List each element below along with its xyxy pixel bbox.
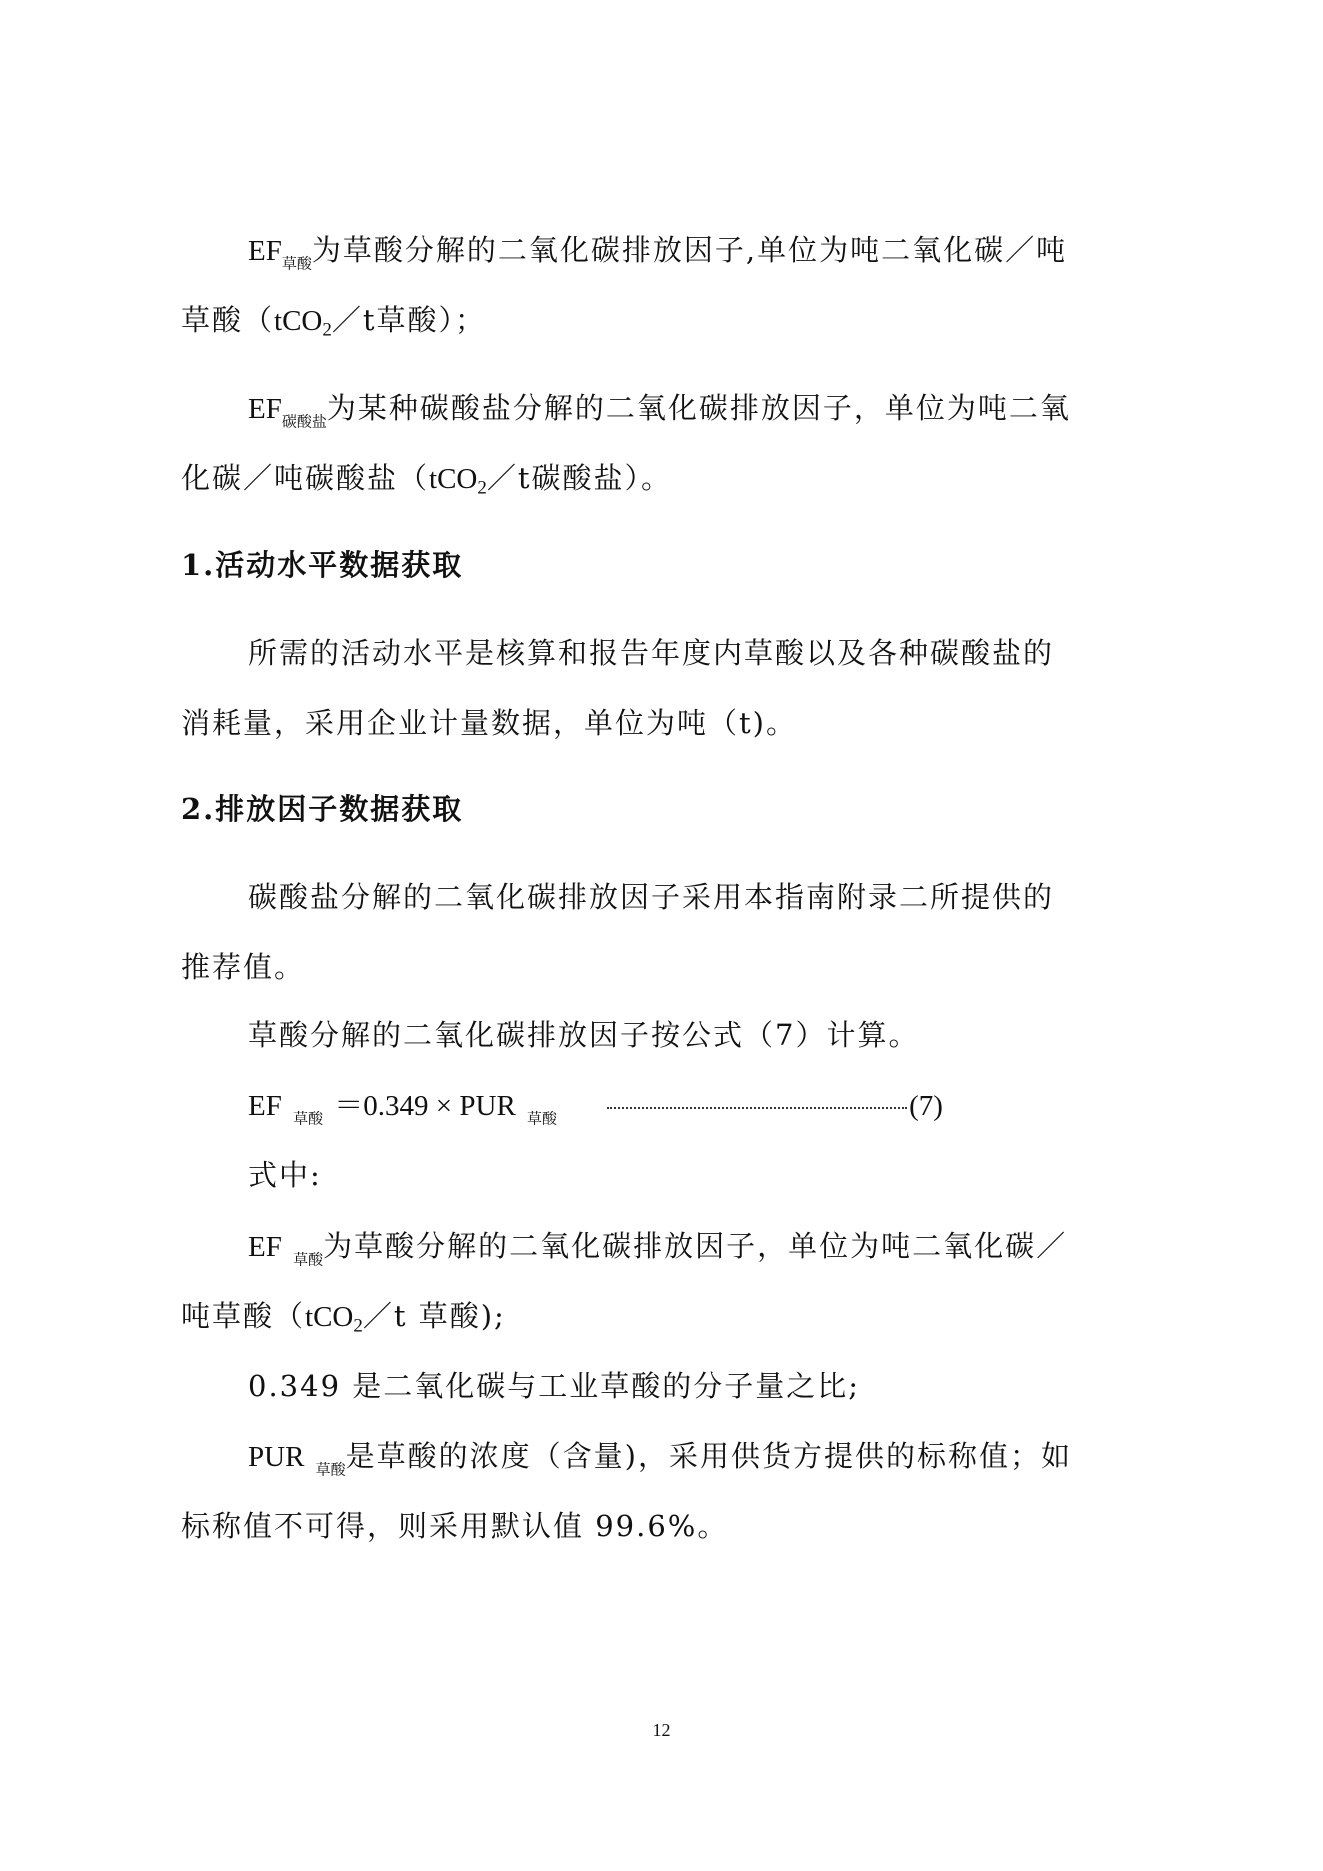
p1-line2 — [181, 300, 486, 341]
formula-body: ＝0.349 × PUR — [334, 1090, 516, 1122]
page-number: 12 — [652, 1720, 671, 1740]
p1-line1 — [248, 230, 1067, 271]
pur-symbol: PUR — [248, 1441, 305, 1473]
where-label: 式中: — [248, 1158, 322, 1192]
ef-subscript: 草酸 — [281, 254, 312, 273]
ef-subscript: 草酸 — [293, 1250, 324, 1269]
pur-subscript: 草酸 — [527, 1109, 558, 1128]
p3-line1: 所需的活动水平是核算和报告年度内草酸以及各种碳酸盐的 — [248, 636, 1055, 670]
ef-symbol: EF — [248, 393, 282, 425]
section-heading-1: 1.活动水平数据获取 — [181, 548, 464, 582]
p6-text2: 吨草酸（ — [181, 1299, 306, 1333]
unit-text: tCO — [274, 305, 323, 337]
p2-text: 为某种碳酸盐分解的二氧化碳排放因子，单位为吨二氧 — [326, 391, 1071, 425]
unit-post: ／t草酸）； — [331, 303, 487, 337]
p1-text2: 草酸（ — [181, 303, 275, 337]
unit-text: tCO — [305, 1301, 354, 1333]
p4-line1: 碳酸盐分解的二氧化碳排放因子采用本指南附录二所提供的 — [248, 880, 1055, 914]
p2-line2 — [181, 458, 672, 499]
p2-text2: 化碳／吨碳酸盐（ — [181, 461, 430, 495]
formula-number: (7) — [909, 1090, 943, 1122]
unit-post: ／t 草酸); — [362, 1299, 506, 1333]
dot-leader — [607, 1106, 907, 1109]
p7-line: 0.349 是二氧化碳与工业草酸的分子量之比; — [248, 1369, 861, 1403]
p6-text: 为草酸分解的二氧化碳排放因子，单位为吨二氧化碳／ — [323, 1229, 1068, 1263]
unit-text: tCO — [429, 463, 478, 495]
ef-subscript: 碳酸盐 — [281, 412, 327, 431]
formula-7 — [248, 1085, 943, 1126]
p6-line1 — [248, 1226, 1067, 1267]
p6-line2 — [181, 1296, 506, 1337]
pur-subscript: 草酸 — [315, 1460, 346, 1479]
ef-symbol: EF — [248, 1231, 282, 1263]
section-heading-2: 2.排放因子数据获取 — [181, 792, 464, 826]
unit-subscript: 2 — [322, 319, 332, 341]
p2-line1 — [248, 388, 1071, 429]
unit-subscript: 2 — [477, 477, 487, 499]
p5-line: 草酸分解的二氧化碳排放因子按公式（7）计算。 — [248, 1018, 920, 1052]
unit-post: ／t碳酸盐）。 — [486, 461, 673, 495]
p1-text: 为草酸分解的二氧化碳排放因子,单位为吨二氧化碳／吨 — [311, 233, 1068, 267]
ef-symbol: EF — [248, 235, 282, 267]
p8-line2: 标称值不可得，则采用默认值 99.6%。 — [181, 1509, 729, 1543]
p4-line2: 推荐值。 — [181, 950, 306, 984]
ef-symbol: EF — [248, 1090, 282, 1122]
ef-subscript: 草酸 — [293, 1109, 324, 1128]
p3-line2: 消耗量，采用企业计量数据，单位为吨（t)。 — [181, 706, 797, 740]
p8-line1 — [248, 1436, 1072, 1477]
unit-subscript: 2 — [353, 1315, 363, 1337]
p8-text: 是草酸的浓度（含量)，采用供货方提供的标称值；如 — [345, 1439, 1072, 1473]
